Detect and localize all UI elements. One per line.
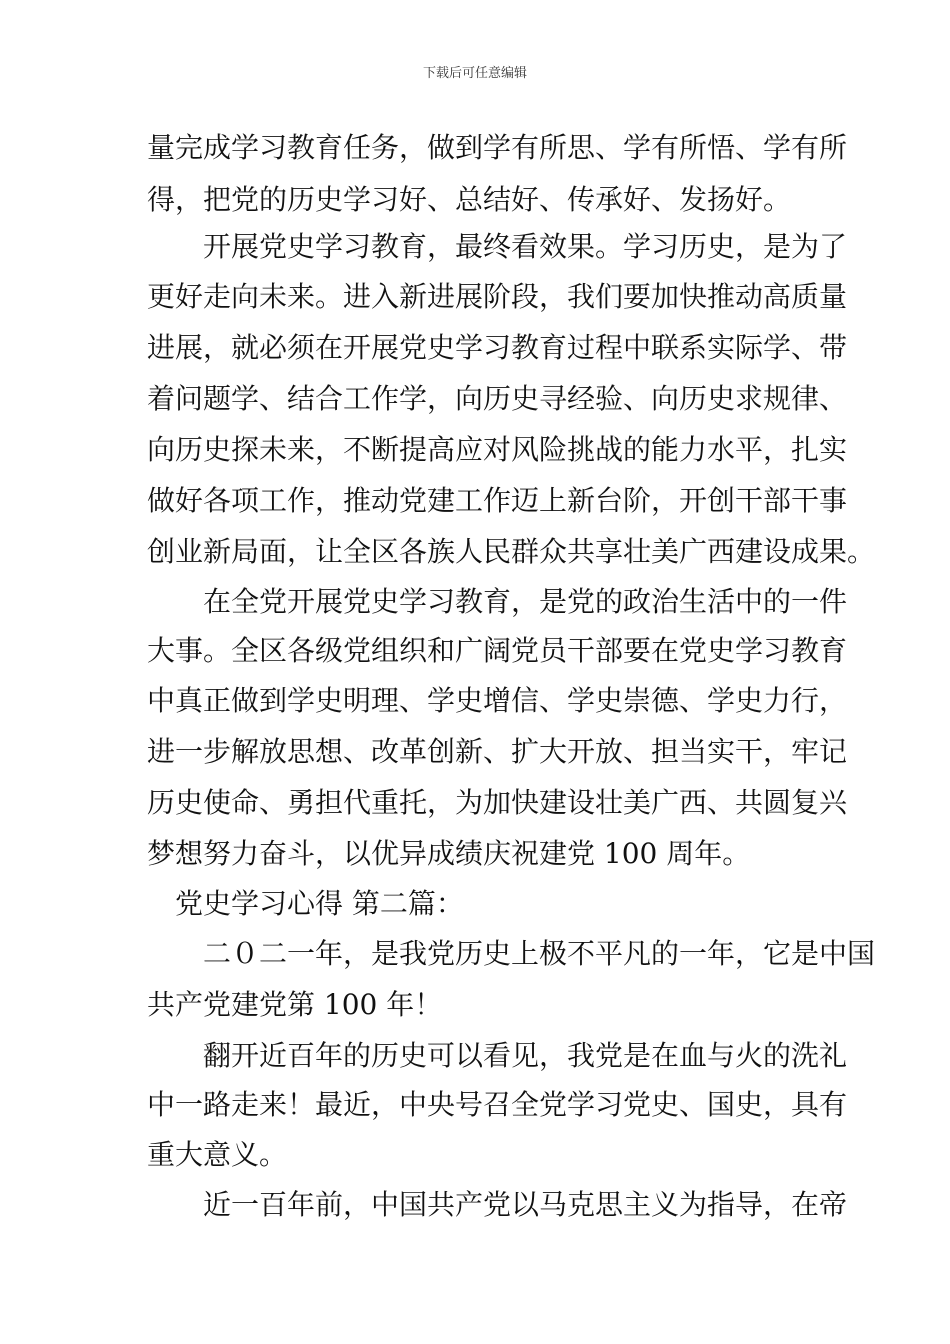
body-line: 得，把党的历史学习好、总结好、传承好、发扬好。 (147, 183, 792, 216)
page-header-note: 下载后可任意编辑 (422, 66, 527, 81)
body-line: 向历史探未来，不断提高应对风险挑战的能力水平，扎实 (147, 433, 848, 466)
body-line: 在全党开展党史学习教育，是党的政治生活中的一件 (203, 585, 848, 618)
body-line: 更好走向未来。进入新进展阶段，我们要加快推动高质量 (147, 280, 848, 313)
body-line: 翻开近百年的历史可以看见，我党是在血与火的洗礼 (203, 1039, 848, 1072)
body-line: 开展党史学习教育，最终看效果。学习历史，是为了 (203, 230, 848, 263)
body-line: 做好各项工作，推动党建工作迈上新台阶，开创干部干事 (147, 484, 848, 517)
body-line: 创业新局面，让全区各族人民群众共享壮美广西建设成果。 (147, 535, 876, 568)
body-line: 共产党建党第 100 年！ (147, 988, 443, 1021)
body-line: 量完成学习教育任务，做到学有所思、学有所悟、学有所 (147, 131, 848, 164)
body-line: 中真正做到学史明理、学史增信、学史崇德、学史力行， (147, 684, 848, 717)
body-line: 历史使命、勇担代重托，为加快建设壮美广西、共圆复兴 (147, 786, 848, 819)
body-line: 二０二一年，是我党历史上极不平凡的一年，它是中国 (203, 937, 876, 970)
body-line: 近一百年前，中国共产党以马克思主义为指导，在帝 (203, 1188, 848, 1221)
body-line: 大事。全区各级党组织和广阔党员干部要在党史学习教育 (147, 634, 848, 667)
body-line: 中一路走来！最近，中央号召全党学习党史、国史，具有 (147, 1088, 848, 1121)
body-line: 进展，就必须在开展党史学习教育过程中联系实际学、带 (147, 331, 848, 364)
body-line: 着问题学、结合工作学，向历史寻经验、向历史求规律、 (147, 382, 848, 415)
section-heading: 党史学习心得 第二篇： (175, 887, 464, 920)
body-line: 进一步解放思想、改革创新、扩大开放、担当实干，牢记 (147, 735, 848, 768)
body-line: 重大意义。 (147, 1138, 288, 1171)
body-line: 梦想努力奋斗，以优异成绩庆祝建党 100 周年。 (147, 837, 751, 870)
